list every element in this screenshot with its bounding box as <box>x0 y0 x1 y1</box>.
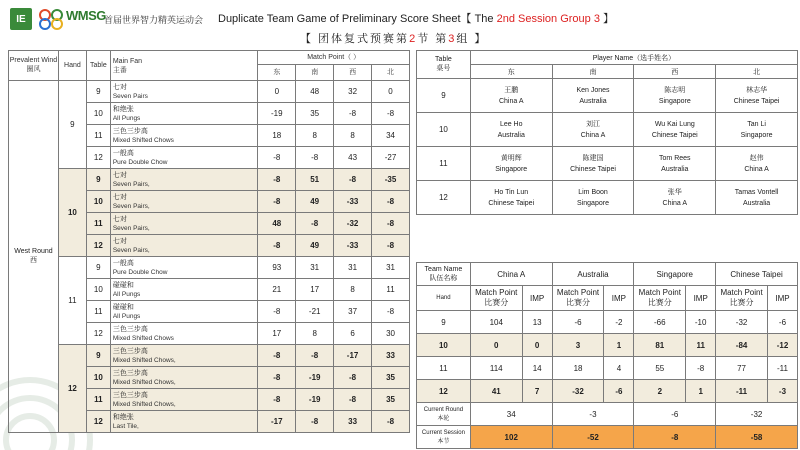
match-point-cell: 51 <box>296 169 334 191</box>
player-cell <box>552 181 634 215</box>
player-name: Lim Boon <box>578 188 608 196</box>
header-wind: Prevalent Wind 圈风 <box>9 51 59 81</box>
player-name: 赵伟 <box>749 154 764 162</box>
subtitle-group: 3 <box>448 33 457 45</box>
team-match-point-cell: 114 <box>470 357 522 380</box>
player-team: Singapore <box>495 165 528 173</box>
match-point-cell: 35 <box>372 389 410 411</box>
match-point-cell: -8 <box>258 169 296 191</box>
current-round-china-a: 34 <box>470 403 552 426</box>
main-fan-cell: 三色三步高 Mixed Shifted Chows <box>110 323 258 345</box>
match-point-header: Match Point 比赛分 <box>552 286 604 311</box>
player-cell <box>634 147 716 181</box>
player-cell <box>470 181 552 215</box>
player-cell <box>634 113 716 147</box>
title-suffix: 】 <box>599 13 615 25</box>
match-point-cell: -32 <box>334 213 372 235</box>
table-row <box>9 257 410 279</box>
main-fan-cell: 和绝张 All Pungs <box>110 103 258 125</box>
header-north: 北 <box>387 69 395 76</box>
player-team: China A <box>662 199 688 207</box>
match-point-cell: 43 <box>334 147 372 169</box>
team-match-point-cell: 41 <box>470 380 522 403</box>
match-point-cell: -17 <box>334 345 372 367</box>
team-match-point-cell: 81 <box>634 334 686 357</box>
match-point-cell: 48 <box>296 81 334 103</box>
table-number-cell: 12 <box>86 235 110 257</box>
team-imp-cell: 1 <box>686 380 716 403</box>
team-scores-table <box>416 262 798 449</box>
match-point-cell: -35 <box>372 169 410 191</box>
main-fan-cell: 七对 Seven Pairs, <box>110 235 258 257</box>
player-name: Ken Jones <box>576 86 610 94</box>
player-name: 张华 <box>667 188 682 196</box>
event-name-cn: 首届世界智力精英运动会 <box>104 15 204 25</box>
main-fan-cell: 一般高 Pure Double Chow <box>110 257 258 279</box>
player-cell <box>552 79 634 113</box>
player-table-number: 10 <box>417 113 471 147</box>
player-east-header: 东 <box>470 65 552 79</box>
match-point-header: Match Point 比赛分 <box>634 286 686 311</box>
match-point-cell: -8 <box>372 191 410 213</box>
player-name-header: Player Name（选手姓名） <box>470 51 797 65</box>
current-session-australia: -52 <box>552 426 634 449</box>
current-session-label: Current Session 本节 <box>417 426 471 449</box>
subtitle-left: 【 团体复式预赛第 <box>300 33 410 45</box>
team-name-chinese-taipei: Chinese Taipei <box>716 263 798 286</box>
match-point-cell: 30 <box>372 323 410 345</box>
match-point-cell: 6 <box>334 323 372 345</box>
player-team: Australia <box>661 165 689 173</box>
current-round-singapore: -6 <box>634 403 716 426</box>
team-imp-cell: 1 <box>604 334 634 357</box>
team-match-point-cell: 55 <box>634 357 686 380</box>
main-fan-cell: 一般高 Pure Double Chow <box>110 147 258 169</box>
table-number-cell: 10 <box>86 191 110 213</box>
imp-header: IMP <box>767 286 797 311</box>
current-session-row <box>417 426 798 449</box>
match-point-cell: -8 <box>334 367 372 389</box>
match-point-cell: 0 <box>258 81 296 103</box>
match-point-cell: -8 <box>372 301 410 323</box>
player-header-row <box>417 51 798 65</box>
team-match-point-cell: -6 <box>552 311 604 334</box>
team-match-point-cell: -66 <box>634 311 686 334</box>
match-point-cell: 8 <box>334 279 372 301</box>
player-team: Singapore <box>577 199 609 207</box>
match-point-cell: -19 <box>296 389 334 411</box>
player-team: Australia <box>742 199 771 207</box>
player-team: Chinese Taipei <box>733 97 780 105</box>
team-hand-number: 9 <box>417 311 471 334</box>
current-session-singapore: -8 <box>634 426 716 449</box>
player-cell <box>470 79 552 113</box>
table-number-cell: 11 <box>86 125 110 147</box>
match-point-cell: 33 <box>372 345 410 367</box>
player-cell <box>552 113 634 147</box>
page-title <box>218 10 614 26</box>
table-header-row <box>9 51 410 81</box>
table-number-cell: 10 <box>86 103 110 125</box>
current-round-australia: -3 <box>552 403 634 426</box>
main-fan-cell: 七对 Seven Pairs, <box>110 213 258 235</box>
main-fan-cell: 三色三步高 Mixed Shifted Chows, <box>110 389 258 411</box>
player-table-number: 9 <box>417 79 471 113</box>
main-fan-cell: 七对 Seven Pairs, <box>110 169 258 191</box>
match-point-cell: 33 <box>334 411 372 433</box>
match-point-cell: -8 <box>258 191 296 213</box>
header-table: Table <box>86 51 110 81</box>
team-name-singapore: Singapore <box>634 263 716 286</box>
header-match-point: Match Point（ ） 东 南 西 北 <box>258 51 410 81</box>
player-team: China A <box>580 131 606 139</box>
team-match-point-cell: -11 <box>716 380 768 403</box>
hand-scores-table <box>8 50 410 433</box>
subtitle-right: 组 】 <box>456 33 488 45</box>
main-fan-cell: 和绝张 Last Tile, <box>110 411 258 433</box>
match-point-cell: 18 <box>258 125 296 147</box>
rings-logo-icon <box>38 8 64 30</box>
match-point-cell: 21 <box>258 279 296 301</box>
table-number-cell: 12 <box>86 147 110 169</box>
player-team: China A <box>744 165 769 173</box>
table-row <box>9 81 410 103</box>
player-cell <box>634 79 716 113</box>
player-table-number: 11 <box>417 147 471 181</box>
title-prefix: Duplicate Team Game of Preliminary Score Sheet【 The <box>218 13 497 25</box>
header-west: 西 <box>334 65 372 80</box>
player-row <box>417 79 798 113</box>
match-point-cell: 31 <box>334 257 372 279</box>
imp-header: IMP <box>522 286 552 311</box>
match-point-cell: 8 <box>296 125 334 147</box>
team-score-row <box>417 334 798 357</box>
match-point-cell: 8 <box>334 125 372 147</box>
match-point-cell: -33 <box>334 191 372 213</box>
player-team: Singapore <box>658 97 691 105</box>
header-main-fan: Main Fan 主番 <box>110 51 258 81</box>
table-number-cell: 11 <box>86 389 110 411</box>
main-fan-cell: 三色三步高 Mixed Shifted Chows, <box>110 367 258 389</box>
team-name-row <box>417 263 798 286</box>
match-point-cell: -21 <box>296 301 334 323</box>
player-name: 陈建国 <box>582 154 604 162</box>
player-name: Tom Rees <box>659 154 691 162</box>
team-imp-cell: 7 <box>522 380 552 403</box>
header-south: 南 <box>296 65 334 80</box>
team-hand-label: Hand <box>417 286 471 311</box>
player-cell <box>716 79 798 113</box>
match-point-cell: 32 <box>334 81 372 103</box>
table-row <box>9 169 410 191</box>
player-name: 刘江 <box>586 120 601 128</box>
page-header <box>0 0 800 50</box>
match-point-cell: -33 <box>334 235 372 257</box>
table-number-cell: 10 <box>86 279 110 301</box>
player-cell <box>716 181 798 215</box>
team-match-point-cell: 0 <box>470 334 522 357</box>
table-number-cell: 10 <box>86 367 110 389</box>
match-point-cell: 37 <box>334 301 372 323</box>
main-fan-cell: 碰碰和 All Pungs <box>110 279 258 301</box>
team-hand-number: 10 <box>417 334 471 357</box>
main-fan-cell: 三色三步高 Mixed Shifted Chows <box>110 125 258 147</box>
table-number-cell: 11 <box>86 213 110 235</box>
match-point-cell: -8 <box>334 169 372 191</box>
match-point-cell: 11 <box>372 279 410 301</box>
current-round-label: Current Round 本轮 <box>417 403 471 426</box>
team-imp-cell: -10 <box>686 311 716 334</box>
team-score-row <box>417 380 798 403</box>
team-imp-cell: 13 <box>522 311 552 334</box>
player-name: Ho Tin Lun <box>494 188 529 196</box>
player-team: Australia <box>579 97 607 105</box>
match-point-cell: -8 <box>258 345 296 367</box>
match-point-cell: 93 <box>258 257 296 279</box>
player-table-number: 12 <box>417 181 471 215</box>
player-cell <box>716 147 798 181</box>
match-point-cell: 31 <box>296 257 334 279</box>
table-number-cell: 12 <box>86 323 110 345</box>
match-point-cell: -8 <box>296 345 334 367</box>
team-name-china-a: China A <box>470 263 552 286</box>
table-row <box>9 345 410 367</box>
player-team: Chinese Taipei <box>570 165 616 173</box>
match-point-cell: -8 <box>296 213 334 235</box>
player-name: Wu Kai Lung <box>654 120 695 128</box>
current-session-chinese-taipei: -58 <box>716 426 798 449</box>
match-point-cell: 34 <box>372 125 410 147</box>
player-team: China A <box>498 97 524 105</box>
team-match-point-cell: 2 <box>634 380 686 403</box>
main-fan-cell: 碰碰和 All Pungs <box>110 301 258 323</box>
table-number-cell: 9 <box>86 345 110 367</box>
hand-number-cell: 10 <box>58 169 86 257</box>
title-session: 2nd Session Group 3 <box>496 13 600 25</box>
match-point-cell: -8 <box>372 213 410 235</box>
page-subtitle <box>300 30 487 46</box>
match-point-cell: 17 <box>258 323 296 345</box>
match-point-cell: 35 <box>296 103 334 125</box>
player-row <box>417 147 798 181</box>
match-point-header: Match Point 比赛分 <box>470 286 522 311</box>
match-point-cell: -17 <box>258 411 296 433</box>
current-round-chinese-taipei: -32 <box>716 403 798 426</box>
table-number-cell: 12 <box>86 411 110 433</box>
team-score-row <box>417 357 798 380</box>
hand-number-cell: 12 <box>58 345 86 433</box>
prevalent-wind-cell: West Round 西 <box>9 81 59 433</box>
brand-name: WMSG <box>66 8 106 23</box>
match-point-cell: -8 <box>296 411 334 433</box>
imp-header: IMP <box>604 286 634 311</box>
team-imp-cell: -3 <box>767 380 797 403</box>
player-names-table <box>416 50 798 215</box>
match-point-cell: -27 <box>372 147 410 169</box>
team-match-point-cell: 18 <box>552 357 604 380</box>
player-name: Tamas Vontell <box>734 188 779 196</box>
team-imp-cell: -6 <box>767 311 797 334</box>
team-match-point-cell: -84 <box>716 334 768 357</box>
match-point-cell: -8 <box>258 235 296 257</box>
match-point-cell: 49 <box>296 235 334 257</box>
team-imp-cell: 11 <box>686 334 716 357</box>
player-row <box>417 181 798 215</box>
match-point-cell: -8 <box>372 411 410 433</box>
match-point-cell: -8 <box>258 389 296 411</box>
player-south-header: 南 <box>552 65 634 79</box>
player-name: Tan Li <box>747 120 766 128</box>
match-point-cell: -8 <box>296 147 334 169</box>
player-cell <box>470 147 552 181</box>
player-team: Australia <box>497 131 525 139</box>
player-team: Chinese Taipei <box>651 131 698 139</box>
hand-number-cell: 11 <box>58 257 86 345</box>
player-cell <box>552 147 634 181</box>
table-number-cell: 9 <box>86 169 110 191</box>
player-name: Lee Ho <box>499 120 523 128</box>
team-imp-cell: -8 <box>686 357 716 380</box>
player-cell <box>716 113 798 147</box>
hand-number-cell: 9 <box>58 81 86 169</box>
table-number-cell: 9 <box>86 257 110 279</box>
match-point-cell: 48 <box>258 213 296 235</box>
current-session-china-a: 102 <box>470 426 552 449</box>
team-imp-cell: 4 <box>604 357 634 380</box>
header-east: 东 <box>258 65 296 80</box>
match-point-cell: 35 <box>372 367 410 389</box>
team-match-point-cell: -32 <box>552 380 604 403</box>
match-point-cell: -8 <box>258 367 296 389</box>
match-point-cell: -8 <box>372 103 410 125</box>
match-point-cell: 49 <box>296 191 334 213</box>
match-point-cell: 0 <box>372 81 410 103</box>
player-west-header: 西 <box>634 65 716 79</box>
team-match-point-cell: 77 <box>716 357 768 380</box>
match-point-cell: -19 <box>296 367 334 389</box>
player-name: 王鹏 <box>504 86 519 94</box>
player-table-label: Table 桌号 <box>417 51 471 79</box>
team-hand-number: 12 <box>417 380 471 403</box>
imp-header: IMP <box>686 286 716 311</box>
current-round-row <box>417 403 798 426</box>
player-row <box>417 113 798 147</box>
match-point-cell: -8 <box>372 235 410 257</box>
team-hand-number: 11 <box>417 357 471 380</box>
team-imp-cell: 14 <box>522 357 552 380</box>
match-point-cell: -8 <box>258 147 296 169</box>
player-team: Chinese Taipei <box>488 199 535 207</box>
team-name-label: Team Name 队伍名称 <box>417 263 471 286</box>
table-number-cell: 11 <box>86 301 110 323</box>
match-point-cell: 17 <box>296 279 334 301</box>
player-wind-row <box>417 65 798 79</box>
team-match-point-cell: 3 <box>552 334 604 357</box>
table-number-cell: 9 <box>86 81 110 103</box>
team-imp-cell: -12 <box>767 334 797 357</box>
player-name: 林志华 <box>746 86 768 94</box>
match-point-cell: -8 <box>258 301 296 323</box>
team-match-point-cell: 104 <box>470 311 522 334</box>
match-point-cell: 8 <box>296 323 334 345</box>
match-point-header: Match Point 比赛分 <box>716 286 768 311</box>
main-fan-cell: 七对 Seven Pairs <box>110 81 258 103</box>
team-imp-cell: -11 <box>767 357 797 380</box>
player-name: 黄明辉 <box>500 154 522 162</box>
team-name-australia: Australia <box>552 263 634 286</box>
team-score-row <box>417 311 798 334</box>
player-team: Singapore <box>740 131 773 139</box>
team-imp-cell: 0 <box>522 334 552 357</box>
main-fan-cell: 七对 Seven Pairs, <box>110 191 258 213</box>
team-subheader-row <box>417 286 798 311</box>
match-point-cell: 31 <box>372 257 410 279</box>
subtitle-mid: 节 第 <box>417 33 449 45</box>
team-match-point-cell: -32 <box>716 311 768 334</box>
match-point-cell: -8 <box>334 389 372 411</box>
player-cell <box>634 181 716 215</box>
header-hand: Hand <box>58 51 86 81</box>
organizer-logo: IE <box>10 8 32 30</box>
player-north-header: 北 <box>716 65 798 79</box>
match-point-cell: -19 <box>258 103 296 125</box>
match-point-cell: -8 <box>334 103 372 125</box>
subtitle-session: 2 <box>409 33 418 45</box>
team-imp-cell: -6 <box>604 380 634 403</box>
player-name: 陈志明 <box>664 86 686 94</box>
team-imp-cell: -2 <box>604 311 634 334</box>
player-cell <box>470 113 552 147</box>
main-fan-cell: 三色三步高 Mixed Shifted Chows, <box>110 345 258 367</box>
